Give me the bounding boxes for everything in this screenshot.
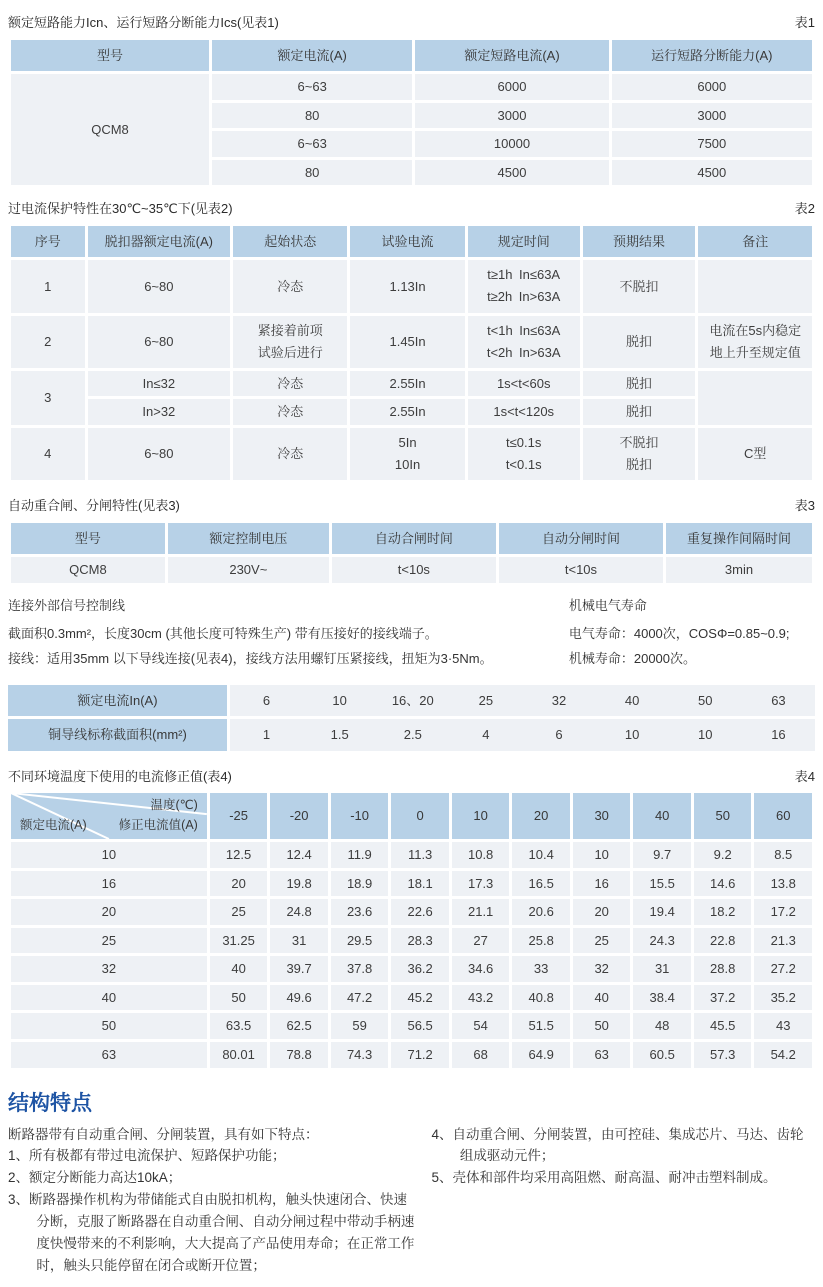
data-cell: 10: [573, 842, 631, 868]
data-cell: [583, 428, 696, 480]
table-row: [11, 871, 812, 897]
header-cell: 脱扣器额定电流(A): [88, 226, 231, 258]
data-cell: 27.2: [754, 956, 812, 982]
data-cell: 冷态: [233, 260, 347, 312]
data-cell: 16.5: [512, 871, 570, 897]
data-cell: 6: [522, 719, 595, 751]
data-cell: 32: [573, 956, 631, 982]
section-title-text: 不同环境温度下使用的电流修正值(表4): [8, 768, 232, 784]
list-item: 机械寿命：20000次。: [568, 650, 697, 666]
features-intro: 断路器带有自动重合闸、分闸装置，具有如下特点：: [8, 1126, 319, 1142]
data-cell: 25: [449, 685, 522, 717]
data-cell: 14.6: [694, 871, 752, 897]
features-right-column: [432, 1124, 815, 1277]
data-cell: 20: [11, 899, 207, 925]
data-cell: 45.2: [391, 985, 449, 1011]
data-cell: 1.45In: [350, 316, 464, 368]
data-cell: [468, 316, 580, 368]
data-cell: In>32: [88, 399, 231, 425]
data-cell: 10: [11, 842, 207, 868]
data-cell: 37.2: [694, 985, 752, 1011]
header-cell: 40: [633, 793, 691, 839]
header-cell: 试验电流: [350, 226, 464, 258]
data-cell: 22.6: [391, 899, 449, 925]
data-cell: 11.9: [331, 842, 389, 868]
data-cell: 18.9: [331, 871, 389, 897]
data-cell: 冷态: [233, 399, 347, 425]
data-cell: 32: [11, 956, 207, 982]
data-cell: QCM8: [11, 557, 165, 583]
data-cell: 39.7: [270, 956, 328, 982]
data-cell: 25.8: [512, 928, 570, 954]
data-cell: 32: [522, 685, 595, 717]
data-cell: 4: [449, 719, 522, 751]
corner-label: 额定电流(A): [20, 818, 87, 833]
cell-line: t<1h In≤63A: [487, 322, 561, 338]
data-cell: 54.2: [754, 1042, 812, 1068]
table-row: [11, 842, 812, 868]
data-cell: 74.3: [331, 1042, 389, 1068]
data-cell: 64.9: [512, 1042, 570, 1068]
data-cell: 27: [452, 928, 510, 954]
cell-line: t<0.1s: [505, 456, 542, 472]
header-cell: 自动合闸时间: [332, 523, 496, 555]
data-cell: 冷态: [233, 371, 347, 397]
data-cell: 63: [742, 685, 815, 717]
header-cell: -10: [331, 793, 389, 839]
header-cell: 序号: [11, 226, 85, 258]
table-row: [11, 793, 812, 839]
data-cell: 2.5: [376, 719, 449, 751]
corner-header-cell: [11, 793, 207, 839]
cell-line: 电流在5s内稳定: [709, 322, 802, 338]
data-cell: 3: [11, 371, 85, 425]
list-item: 截面积0.3mm²，长度30cm (其他长度可特殊生产) 带有压接好的接线端子。: [8, 626, 438, 642]
data-cell: 17.2: [754, 899, 812, 925]
auto-reclose-table: [8, 520, 815, 586]
cell-line: t≥1h In≤63A: [487, 267, 561, 283]
header-cell: 型号: [11, 523, 165, 555]
data-cell: 10000: [415, 131, 608, 157]
data-cell: 12.5: [210, 842, 268, 868]
data-cell: 9.7: [633, 842, 691, 868]
header-cell: 运行短路分断能力(A): [612, 40, 812, 72]
header-cell: 10: [452, 793, 510, 839]
external-signal-note: [8, 596, 569, 672]
data-cell: 16: [573, 871, 631, 897]
mech-elec-life-note: [569, 596, 815, 672]
corner-label: 修正电流值(A): [118, 818, 198, 833]
list-item: 电气寿命：4000次，COSΦ=0.85~0.9;: [568, 626, 790, 642]
table-row: [11, 226, 812, 258]
data-cell: 3min: [666, 557, 812, 583]
table-row: [11, 1013, 812, 1039]
header-cell: 30: [573, 793, 631, 839]
cell-line: 脱扣: [626, 456, 653, 472]
data-cell: t<10s: [332, 557, 496, 583]
features-left-column: [8, 1124, 416, 1277]
list-item: 接线：适用35mm 以下导线连接(见表4)，接线方法用螺钉压紧接线，扭矩为3·5Nm。: [8, 650, 493, 666]
data-cell: 冷态: [233, 428, 347, 480]
table-tag: 表1: [794, 15, 815, 30]
data-cell: [233, 316, 347, 368]
data-cell: 59: [331, 1013, 389, 1039]
data-cell: 51.5: [512, 1013, 570, 1039]
data-cell: 16、20: [376, 685, 449, 717]
data-cell: 6~80: [88, 260, 231, 312]
data-cell: 68: [452, 1042, 510, 1068]
data-cell: 230V~: [168, 557, 329, 583]
section-title-table4: [8, 768, 815, 786]
data-cell: 25: [573, 928, 631, 954]
data-cell: 28.8: [694, 956, 752, 982]
data-cell: 4: [11, 428, 85, 480]
data-cell: 35.2: [754, 985, 812, 1011]
note-title: 机械电气寿命: [568, 597, 647, 613]
data-cell: 34.6: [452, 956, 510, 982]
section-title-text: 过电流保护特性在30℃~35℃下(见表2): [8, 201, 233, 217]
list-item: 5、壳体和部件均采用高阻燃、耐高温、耐冲击塑料制成。: [431, 1170, 777, 1186]
table-row: [11, 399, 812, 425]
data-cell: 6~80: [88, 428, 231, 480]
rated-short-circuit-table: [8, 37, 815, 189]
data-cell: 50: [210, 985, 268, 1011]
data-cell: 49.6: [270, 985, 328, 1011]
table-row: [11, 40, 812, 72]
data-cell: 8.5: [754, 842, 812, 868]
data-cell: [698, 316, 812, 368]
data-cell: [698, 371, 812, 425]
cell-line: 紧接着前项: [257, 322, 323, 338]
data-cell: 脱扣: [583, 316, 696, 368]
data-cell: 31.25: [210, 928, 268, 954]
table-row: [11, 316, 812, 368]
data-cell: 80: [212, 103, 412, 129]
table-tag: 表4: [794, 768, 815, 784]
header-cell: 起始状态: [233, 226, 347, 258]
data-cell: 62.5: [270, 1013, 328, 1039]
data-cell: 20: [210, 871, 268, 897]
data-cell: 47.2: [331, 985, 389, 1011]
data-cell: 2: [11, 316, 85, 368]
features-left-items: [8, 1145, 416, 1276]
header-cell: 0: [391, 793, 449, 839]
data-cell: 7500: [612, 131, 812, 157]
data-cell: 78.8: [270, 1042, 328, 1068]
corner-label: 温度(℃): [150, 798, 198, 813]
temperature-correction-table: [8, 790, 815, 1070]
data-cell: 12.4: [270, 842, 328, 868]
data-cell: [350, 428, 464, 480]
data-cell: 43: [754, 1013, 812, 1039]
data-cell: 29.5: [331, 928, 389, 954]
cell-line: 试验后进行: [257, 344, 323, 360]
data-cell: 24.8: [270, 899, 328, 925]
data-cell: 80: [212, 160, 412, 186]
cell-line: 10In: [394, 456, 421, 472]
data-cell: 50: [11, 1013, 207, 1039]
data-cell: 11.3: [391, 842, 449, 868]
data-cell: 1s<t<120s: [468, 399, 580, 425]
data-cell: In≤32: [88, 371, 231, 397]
header-cell: -20: [270, 793, 328, 839]
features-columns: [8, 1124, 815, 1277]
header-cell: 铜导线标称截面积(mm²): [8, 719, 230, 751]
section-title-table3: [8, 497, 815, 515]
table-row: [11, 523, 812, 555]
data-cell: 63: [573, 1042, 631, 1068]
header-cell: -25: [210, 793, 268, 839]
list-item: 2、额定分断能力高达10kA；: [8, 1170, 182, 1186]
data-cell: 19.8: [270, 871, 328, 897]
note-title: 连接外部信号控制线: [8, 597, 126, 613]
data-cell: 24.3: [633, 928, 691, 954]
data-cell: 43.2: [452, 985, 510, 1011]
data-cell: 脱扣: [583, 399, 696, 425]
section-title-text: 额定短路能力Icn、运行短路分断能力Ics(见表1): [8, 15, 279, 30]
data-cell: 63: [11, 1042, 207, 1068]
table-row: [11, 899, 812, 925]
data-cell: 21.1: [452, 899, 510, 925]
data-cell: 38.4: [633, 985, 691, 1011]
data-cell: 33: [512, 956, 570, 982]
header-cell: 额定电流(A): [212, 40, 412, 72]
data-cell: 80.01: [210, 1042, 268, 1068]
cell-line: 5In: [398, 434, 417, 450]
data-cell: 28.3: [391, 928, 449, 954]
data-cell: 50: [669, 685, 742, 717]
data-cell: 40: [11, 985, 207, 1011]
table-row: [11, 557, 812, 583]
data-cell: 40.8: [512, 985, 570, 1011]
table-row: [11, 985, 812, 1011]
data-cell: 18.1: [391, 871, 449, 897]
table-row: [11, 260, 812, 312]
data-cell: 20.6: [512, 899, 570, 925]
header-cell: 50: [694, 793, 752, 839]
data-cell: 18.2: [694, 899, 752, 925]
data-cell: 6~63: [212, 74, 412, 100]
header-cell: 备注: [698, 226, 812, 258]
data-cell: 2.55In: [350, 371, 464, 397]
data-cell: 20: [573, 899, 631, 925]
data-cell: 40: [210, 956, 268, 982]
data-cell: 16: [11, 871, 207, 897]
header-cell: 重复操作间隔时间: [666, 523, 812, 555]
section-title-table1: [8, 14, 815, 32]
data-cell: 6~63: [212, 131, 412, 157]
list-item: 3、断路器操作机构为带储能式自由脱扣机构，触头快速闭合、快速分断，克服了断路器在自动重合闸、自动分闸过程中带动手柄速度快慢带来的不利影响，大大提高了产品使用寿命；在正常工作时，触头只能停留在闭合或断开位置；: [8, 1192, 415, 1273]
structural-features-section: [8, 1087, 815, 1277]
header-cell: 60: [754, 793, 812, 839]
data-cell: 6000: [612, 74, 812, 100]
table-row: [8, 685, 815, 717]
table-row: [11, 371, 812, 397]
data-cell: 6000: [415, 74, 608, 100]
data-cell: 16: [742, 719, 815, 751]
note-lines: [569, 622, 815, 671]
data-cell: 25: [210, 899, 268, 925]
cell-line: t≤0.1s: [506, 434, 542, 450]
data-cell: 31: [633, 956, 691, 982]
data-cell: 23.6: [331, 899, 389, 925]
cell-line: t≥2h In>63A: [487, 289, 561, 305]
features-heading: 结构特点: [8, 1091, 92, 1115]
data-cell: 1s<t<60s: [468, 371, 580, 397]
data-cell: 25: [11, 928, 207, 954]
data-cell: 1.13In: [350, 260, 464, 312]
table-tag: 表2: [794, 201, 815, 217]
table-tag: 表3: [794, 498, 815, 514]
data-cell: 9.2: [694, 842, 752, 868]
data-cell: 31: [270, 928, 328, 954]
data-cell: 15.5: [633, 871, 691, 897]
data-cell: 10.4: [512, 842, 570, 868]
data-cell: 13.8: [754, 871, 812, 897]
data-cell: 56.5: [391, 1013, 449, 1039]
cell-line: t<2h In>63A: [486, 344, 561, 360]
data-cell: 3000: [415, 103, 608, 129]
data-cell: 60.5: [633, 1042, 691, 1068]
data-cell: QCM8: [11, 74, 209, 185]
data-cell: 4500: [415, 160, 608, 186]
data-cell: 71.2: [391, 1042, 449, 1068]
data-cell: [468, 428, 580, 480]
data-cell: 1: [11, 260, 85, 312]
cell-line: 地上升至规定值: [709, 344, 801, 360]
data-cell: 6: [230, 685, 303, 717]
data-cell: t<10s: [499, 557, 663, 583]
data-cell: 54: [452, 1013, 510, 1039]
note-lines: [8, 622, 569, 671]
header-cell: 额定控制电压: [168, 523, 329, 555]
table-row: [8, 719, 815, 751]
list-item: 4、自动重合闸、分闸装置，由可控硅、集成芯片、马达、齿轮组成驱动元件；: [431, 1126, 804, 1164]
table-row: [11, 74, 812, 100]
table-row: [11, 956, 812, 982]
header-cell: 预期结果: [583, 226, 696, 258]
overcurrent-protection-table: [8, 223, 815, 483]
data-cell: 10.8: [452, 842, 510, 868]
data-cell: 48: [633, 1013, 691, 1039]
header-cell: 规定时间: [468, 226, 580, 258]
data-cell: 3000: [612, 103, 812, 129]
data-cell: 脱扣: [583, 371, 696, 397]
data-cell: 10: [596, 719, 669, 751]
data-cell: 40: [596, 685, 669, 717]
data-cell: 50: [573, 1013, 631, 1039]
section-title-text: 自动重合闸、分闸特性(见表3): [8, 498, 180, 514]
header-cell: 额定电流In(A): [8, 685, 230, 717]
header-cell: 自动分闸时间: [499, 523, 663, 555]
data-cell: 45.5: [694, 1013, 752, 1039]
data-cell: 4500: [612, 160, 812, 186]
data-cell: [468, 260, 580, 312]
data-cell: C型: [698, 428, 812, 480]
data-cell: [698, 260, 812, 312]
header-cell: 额定短路电流(A): [415, 40, 608, 72]
table-row: [11, 1042, 812, 1068]
wire-cross-section-table: [8, 682, 815, 754]
data-cell: 37.8: [331, 956, 389, 982]
data-cell: 19.4: [633, 899, 691, 925]
data-cell: 6~80: [88, 316, 231, 368]
data-cell: 2.55In: [350, 399, 464, 425]
data-cell: 1: [230, 719, 303, 751]
data-cell: 不脱扣: [583, 260, 696, 312]
connection-and-life-notes: [8, 596, 815, 672]
list-item: 1、所有极都有带过电流保护、短路保护功能；: [8, 1148, 286, 1164]
data-cell: 63.5: [210, 1013, 268, 1039]
data-cell: 17.3: [452, 871, 510, 897]
data-cell: 22.8: [694, 928, 752, 954]
table-row: [11, 428, 812, 480]
data-cell: 10: [669, 719, 742, 751]
data-cell: 36.2: [391, 956, 449, 982]
features-right-items: [432, 1124, 815, 1190]
section-title-table2: [8, 200, 815, 218]
data-cell: 1.5: [303, 719, 376, 751]
cell-line: 不脱扣: [619, 434, 659, 450]
data-cell: 40: [573, 985, 631, 1011]
data-cell: 57.3: [694, 1042, 752, 1068]
data-cell: 21.3: [754, 928, 812, 954]
header-cell: 型号: [11, 40, 209, 72]
header-cell: 20: [512, 793, 570, 839]
table-row: [11, 928, 812, 954]
data-cell: 10: [303, 685, 376, 717]
